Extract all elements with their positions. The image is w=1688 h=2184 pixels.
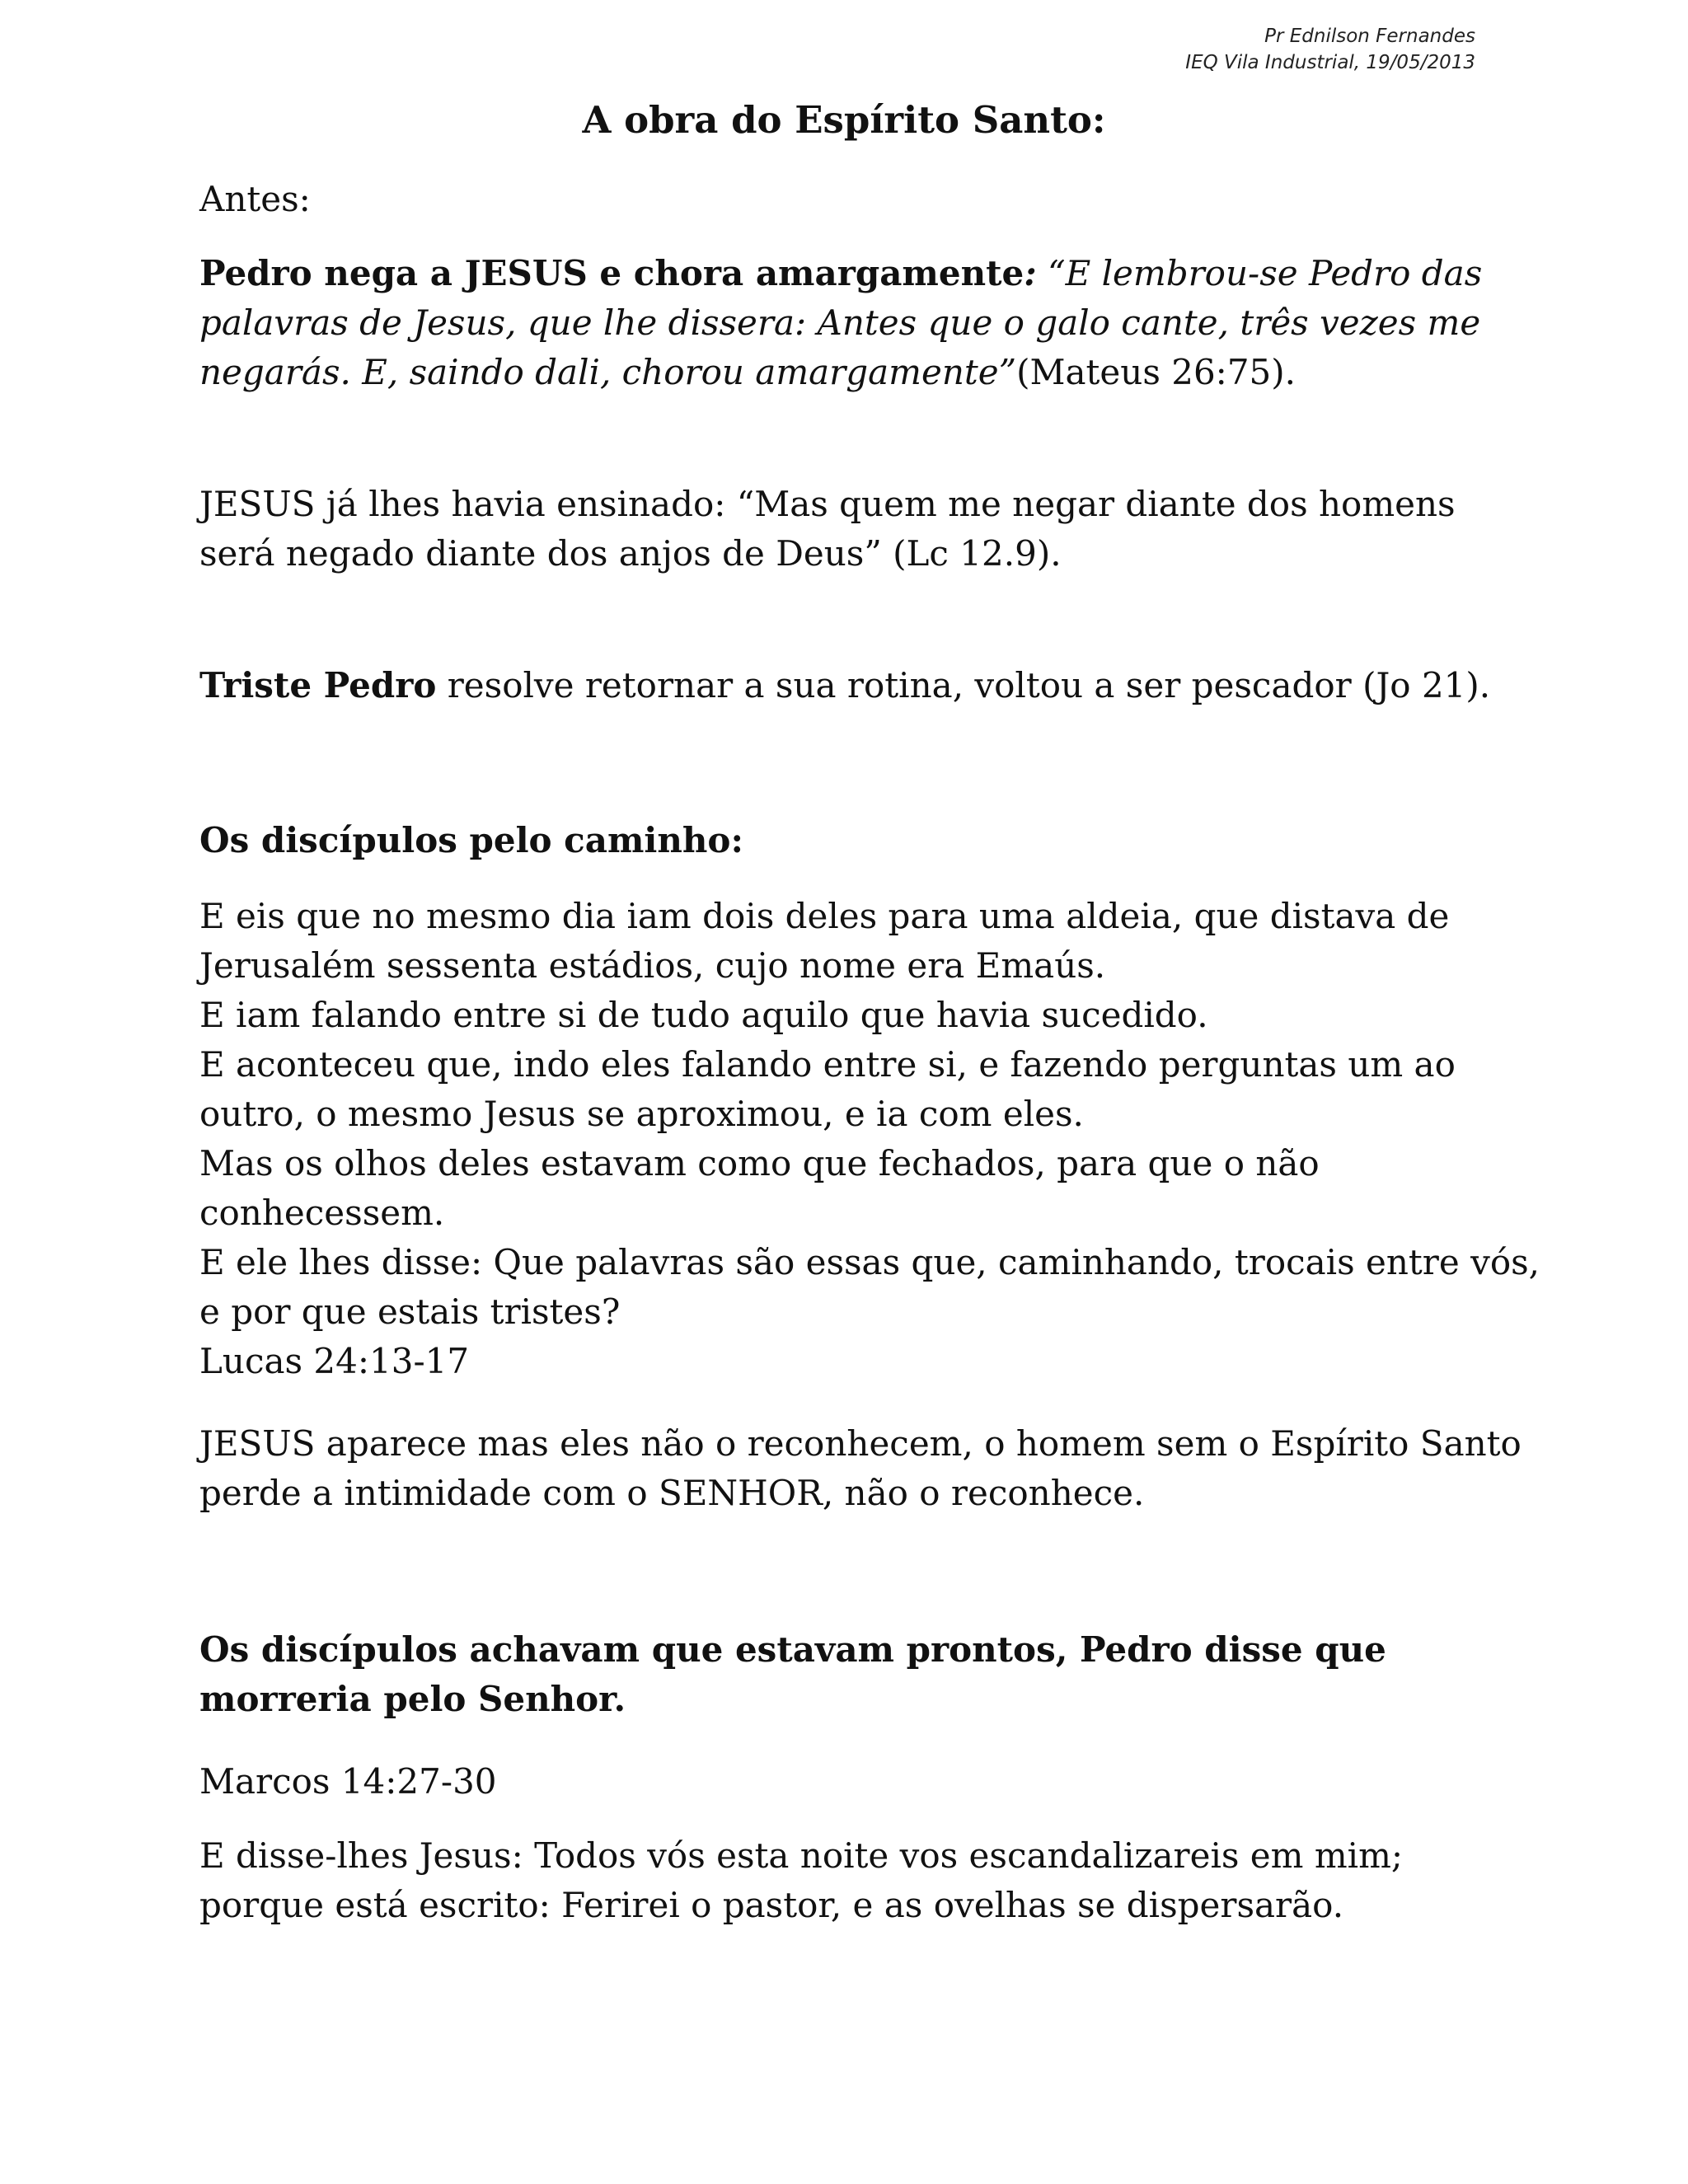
jesus-appears-paragraph (199, 1419, 1522, 1518)
jesus-appears-line-2: perde a intimidade com o SENHOR, não o reconhece. (199, 1473, 1145, 1513)
pedro-quote-line-2: palavras de Jesus, que lhe dissera: Antes que o galo cante, três vezes me (199, 302, 1481, 343)
marcos-reference: Marcos 14:27-30 (199, 1761, 497, 1802)
sad-peter-paragraph (199, 661, 1502, 710)
sad-peter-bold: Triste Pedro (199, 665, 437, 705)
header-author: Pr Ednilson Fernandes (1264, 26, 1475, 47)
sad-peter-line (199, 661, 1502, 710)
disciples-ready-heading-line-2: morreria pelo Senhor. (199, 1679, 626, 1719)
passage-reference: Lucas 24:13-17 (199, 1341, 470, 1381)
pedro-line-1 (199, 249, 1502, 298)
pedro-quote-line-1: “E lembrou-se Pedro das (1048, 253, 1483, 293)
disciples-path-passage (199, 892, 1540, 1386)
passage-line: Mas os olhos deles estavam como que fechados, para que o não (199, 1143, 1320, 1183)
passage-line: outro, o mesmo Jesus se aproximou, e ia com eles. (199, 1094, 1084, 1134)
disciples-path-heading: Os discípulos pelo caminho: (199, 820, 743, 860)
marcos-line-2: porque está escrito: Ferirei o pastor, e as ovelhas se dispersarão. (199, 1885, 1344, 1925)
disciples-ready-heading-line-1: Os discípulos achavam que estavam prontos, Pedro disse que (199, 1629, 1386, 1670)
passage-line: e por que estais tristes? (199, 1291, 621, 1332)
passage-line: E eis que no mesmo dia iam dois deles para uma aldeia, que distava de (199, 896, 1450, 936)
passage-line: E aconteceu que, indo eles falando entre si, e fazendo perguntas um ao (199, 1044, 1456, 1085)
jesus-appears-line-1: JESUS aparece mas eles não o reconhecem, o homem sem o Espírito Santo (199, 1423, 1522, 1464)
marcos-reference-block (199, 1757, 1502, 1807)
marcos-passage (199, 1831, 1502, 1930)
page-header (1185, 23, 1475, 76)
disciples-ready-section (199, 1625, 1502, 1724)
antes-label-block (199, 175, 1502, 224)
pedro-quote-line-3: negarás. E, saindo dali, chorou amargamente” (199, 352, 1017, 392)
passage-line: E iam falando entre si de tudo aquilo que havia sucedido. (199, 995, 1208, 1035)
pedro-bold-lead: Pedro nega a JESUS e chora amargamente (199, 253, 1025, 293)
passage-line: conhecessem. (199, 1193, 445, 1233)
disciples-path-section (199, 816, 1502, 865)
pedro-reference: (Mateus 26:75). (1016, 352, 1296, 392)
antes-label: Antes: (199, 179, 311, 219)
pedro-denies-paragraph (199, 249, 1502, 397)
jesus-taught-line-1: JESUS já lhes havia ensinado: “Mas quem me negar diante dos homens (199, 484, 1456, 524)
pedro-line-3 (199, 348, 1502, 397)
jesus-taught-paragraph (199, 480, 1502, 579)
passage-line: E ele lhes disse: Que palavras são essas que, caminhando, trocais entre vós, (199, 1242, 1540, 1282)
pedro-colon: : (1024, 253, 1037, 293)
document-title: A obra do Espírito Santo: (582, 98, 1106, 142)
jesus-taught-line-2: será negado diante dos anjos de Deus” (Lc 12.9). (199, 533, 1062, 574)
passage-line: Jerusalém sessenta estádios, cujo nome era Emaús. (199, 945, 1106, 986)
header-place-date: IEQ Vila Industrial, 19/05/2013 (1185, 52, 1475, 73)
sad-peter-rest: resolve retornar a sua rotina, voltou a ser pescador (Jo 21). (436, 665, 1491, 705)
marcos-line-1: E disse-lhes Jesus: Todos vós esta noite vos escandalizareis em mim; (199, 1835, 1404, 1876)
